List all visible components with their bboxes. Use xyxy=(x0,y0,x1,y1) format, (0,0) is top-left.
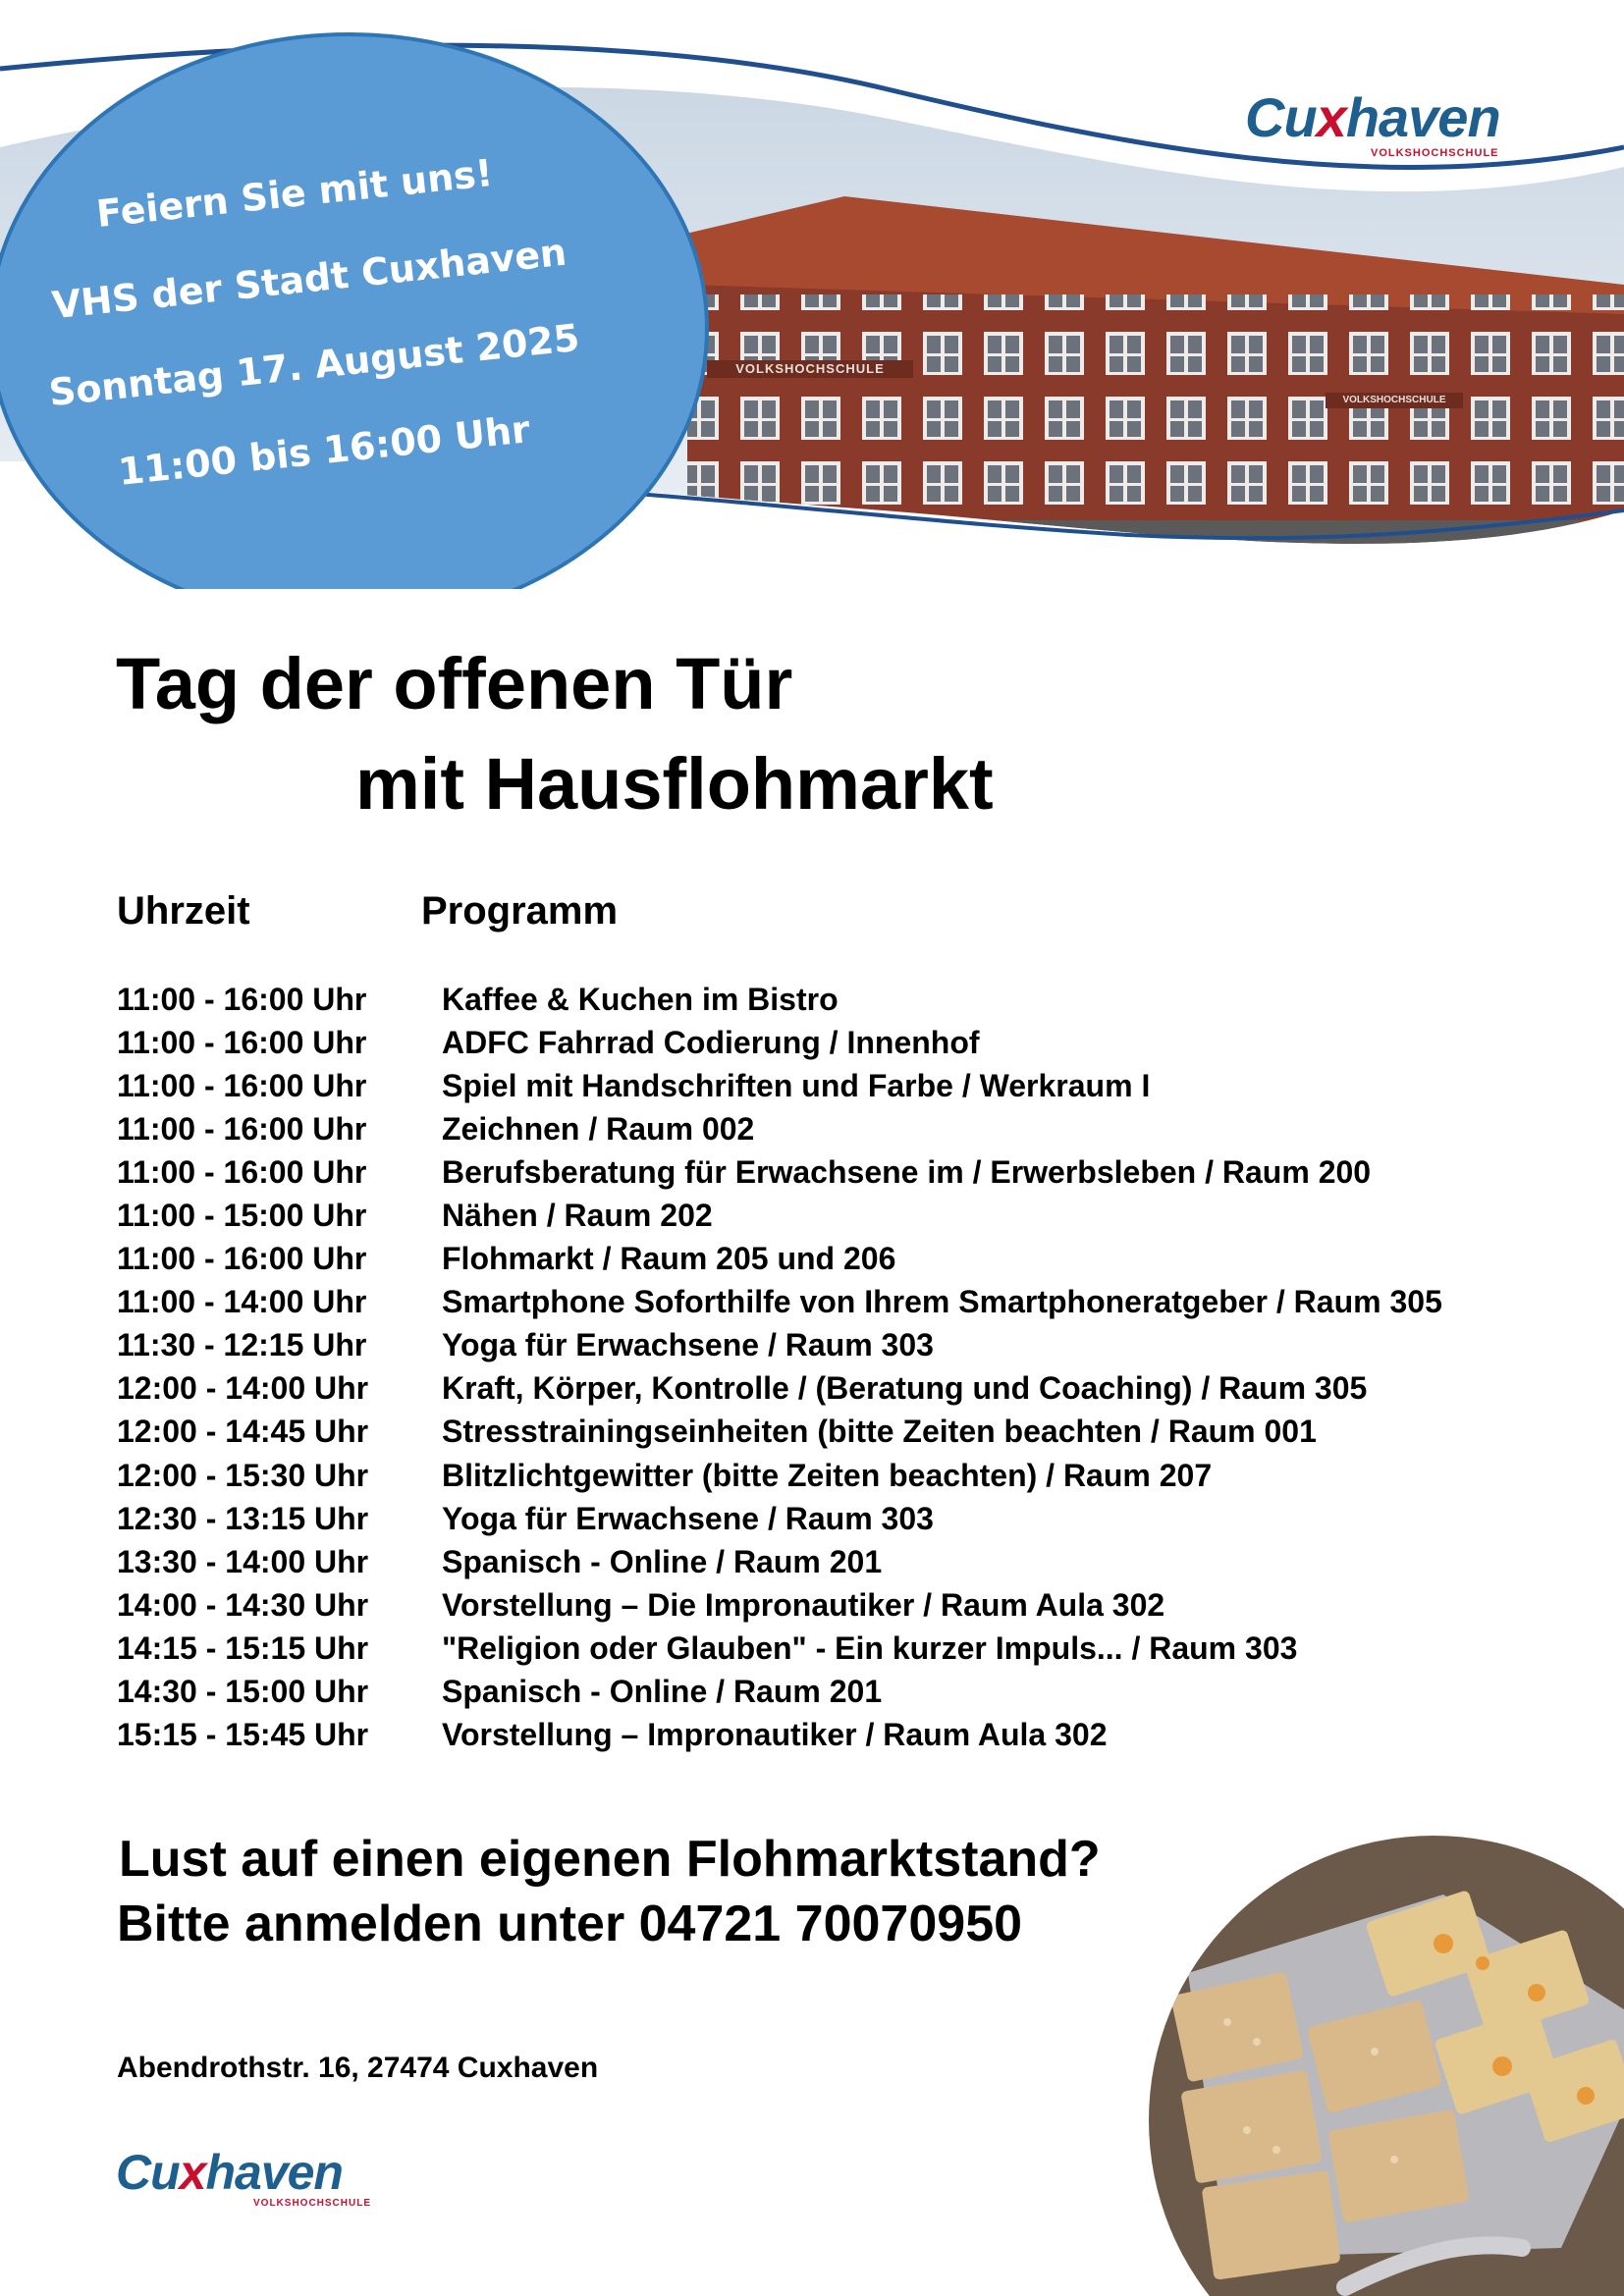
schedule-time: 11:00 - 16:00 Uhr xyxy=(117,981,367,1017)
schedule-row xyxy=(117,1671,1550,1714)
schedule-row xyxy=(117,1454,1550,1497)
schedule-time: 12:00 - 14:00 Uhr xyxy=(117,1370,369,1407)
page-title-line-1: Tag der offenen Tür xyxy=(116,643,793,724)
schedule-program: Kraft, Körper, Kontrolle / (Beratung und Coaching) / Raum 305 xyxy=(442,1370,1368,1407)
building-sign-left: VOLKSHOCHSCHULE xyxy=(735,361,885,376)
cake-photo xyxy=(1149,1836,1624,2296)
schedule-time: 14:30 - 15:00 Uhr xyxy=(117,1674,369,1710)
schedule-program: Smartphone Soforthilfe von Ihrem Smartphoneratgeber / Raum 305 xyxy=(442,1284,1442,1320)
logo-bottom-part2: haven xyxy=(205,2145,343,2200)
schedule-program: Nähen / Raum 202 xyxy=(442,1198,713,1234)
schedule-list xyxy=(117,978,1550,1757)
schedule-row xyxy=(117,1021,1550,1064)
schedule-row xyxy=(117,1324,1550,1367)
schedule-program: Berufsberatung für Erwachsene im / Erwerbsleben / Raum 200 xyxy=(442,1153,1372,1190)
schedule-program: Yoga für Erwachsene / Raum 303 xyxy=(442,1500,934,1536)
schedule-row xyxy=(117,978,1550,1021)
schedule-row xyxy=(117,1367,1550,1411)
logo-top-part1: Cu xyxy=(1245,86,1317,148)
schedule-program: Flohmarkt / Raum 205 und 206 xyxy=(442,1241,896,1277)
schedule-program: Stresstrainingseinheiten (bitte Zeiten beachten / Raum 001 xyxy=(442,1414,1317,1450)
schedule-program: Zeichnen / Raum 002 xyxy=(442,1110,755,1147)
schedule-program: Vorstellung – Die Impronautiker / Raum Aula 302 xyxy=(442,1586,1165,1623)
schedule-time: 11:00 - 14:00 Uhr xyxy=(117,1284,367,1320)
schedule-program: ADFC Fahrrad Codierung / Innenhof xyxy=(442,1024,980,1060)
logo-bottom-x: x xyxy=(179,2145,206,2200)
schedule-program: Spanisch - Online / Raum 201 xyxy=(442,1543,883,1579)
schedule-row xyxy=(117,1064,1550,1107)
schedule-row xyxy=(117,1497,1550,1540)
schedule-program: Spiel mit Handschriften und Farbe / Werkraum I xyxy=(442,1067,1151,1103)
column-header-program: Programm xyxy=(421,889,619,933)
schedule-time: 11:00 - 16:00 Uhr xyxy=(117,1110,367,1147)
schedule-row xyxy=(117,1714,1550,1757)
schedule-row xyxy=(117,1411,1550,1454)
bubble-line-3: Sonntag 17. August 2025 xyxy=(46,315,582,415)
schedule-program: Vorstellung – Impronautiker / Raum Aula 302 xyxy=(442,1717,1108,1753)
schedule-row xyxy=(117,1107,1550,1150)
schedule-row xyxy=(117,1150,1550,1194)
schedule-row xyxy=(117,1194,1550,1237)
schedule-row xyxy=(117,1627,1550,1670)
schedule-program: "Religion oder Glauben" - Ein kurzer Impuls... / Raum 303 xyxy=(442,1629,1298,1666)
schedule-program: Yoga für Erwachsene / Raum 303 xyxy=(442,1327,934,1363)
schedule-time: 12:30 - 13:15 Uhr xyxy=(117,1500,369,1536)
cta-line-2: Bitte anmelden unter 04721 70070950 xyxy=(117,1896,1023,1952)
logo-bottom-part1: Cu xyxy=(116,2145,180,2200)
schedule-program: Spanisch - Online / Raum 201 xyxy=(442,1674,883,1710)
logo-top xyxy=(1245,86,1540,159)
schedule-time: 11:00 - 16:00 Uhr xyxy=(117,1024,367,1060)
address: Abendrothstr. 16, 27474 Cuxhaven xyxy=(117,2052,599,2084)
schedule-time: 12:00 - 14:45 Uhr xyxy=(117,1414,369,1450)
schedule-time: 13:30 - 14:00 Uhr xyxy=(117,1543,369,1579)
schedule-time: 12:00 - 15:30 Uhr xyxy=(117,1457,369,1493)
logo-bottom xyxy=(116,2145,469,2209)
bubble-line-1: Feiern Sie mit uns! xyxy=(94,150,495,237)
schedule-time: 11:00 - 16:00 Uhr xyxy=(117,1067,367,1103)
schedule-row xyxy=(117,1540,1550,1583)
cta-line-1: Lust auf einen eigenen Flohmarktstand? xyxy=(119,1831,1101,1888)
schedule-time: 11:00 - 15:00 Uhr xyxy=(117,1198,367,1234)
logo-top-subtitle: VOLKSHOCHSCHULE xyxy=(1371,147,1499,159)
schedule-row xyxy=(117,1238,1550,1281)
schedule-time: 11:30 - 12:15 Uhr xyxy=(117,1327,367,1363)
bubble-line-2: VHS der Stadt Cuxhaven xyxy=(50,230,568,328)
schedule-time: 11:00 - 16:00 Uhr xyxy=(117,1153,367,1190)
schedule-row xyxy=(117,1583,1550,1627)
schedule-program: Kaffee & Kuchen im Bistro xyxy=(442,981,839,1017)
schedule-time: 14:15 - 15:15 Uhr xyxy=(117,1629,369,1666)
building-sign-right: VOLKSHOCHSCHULE xyxy=(1342,395,1446,405)
schedule-time: 15:15 - 15:45 Uhr xyxy=(117,1717,369,1753)
page-title-line-2: mit Hausflohmarkt xyxy=(355,743,994,825)
logo-top-x: x xyxy=(1316,86,1346,148)
logo-top-part2: haven xyxy=(1345,86,1500,148)
schedule-time: 14:00 - 14:30 Uhr xyxy=(117,1586,369,1623)
column-header-time: Uhrzeit xyxy=(117,889,250,933)
bubble-line-4: 11:00 bis 16:00 Uhr xyxy=(116,407,532,494)
logo-bottom-subtitle: VOLKSHOCHSCHULE xyxy=(253,2198,372,2209)
schedule-row xyxy=(117,1281,1550,1324)
schedule-time: 11:00 - 16:00 Uhr xyxy=(117,1241,367,1277)
schedule-program: Blitzlichtgewitter (bitte Zeiten beachten) / Raum 207 xyxy=(442,1457,1213,1493)
